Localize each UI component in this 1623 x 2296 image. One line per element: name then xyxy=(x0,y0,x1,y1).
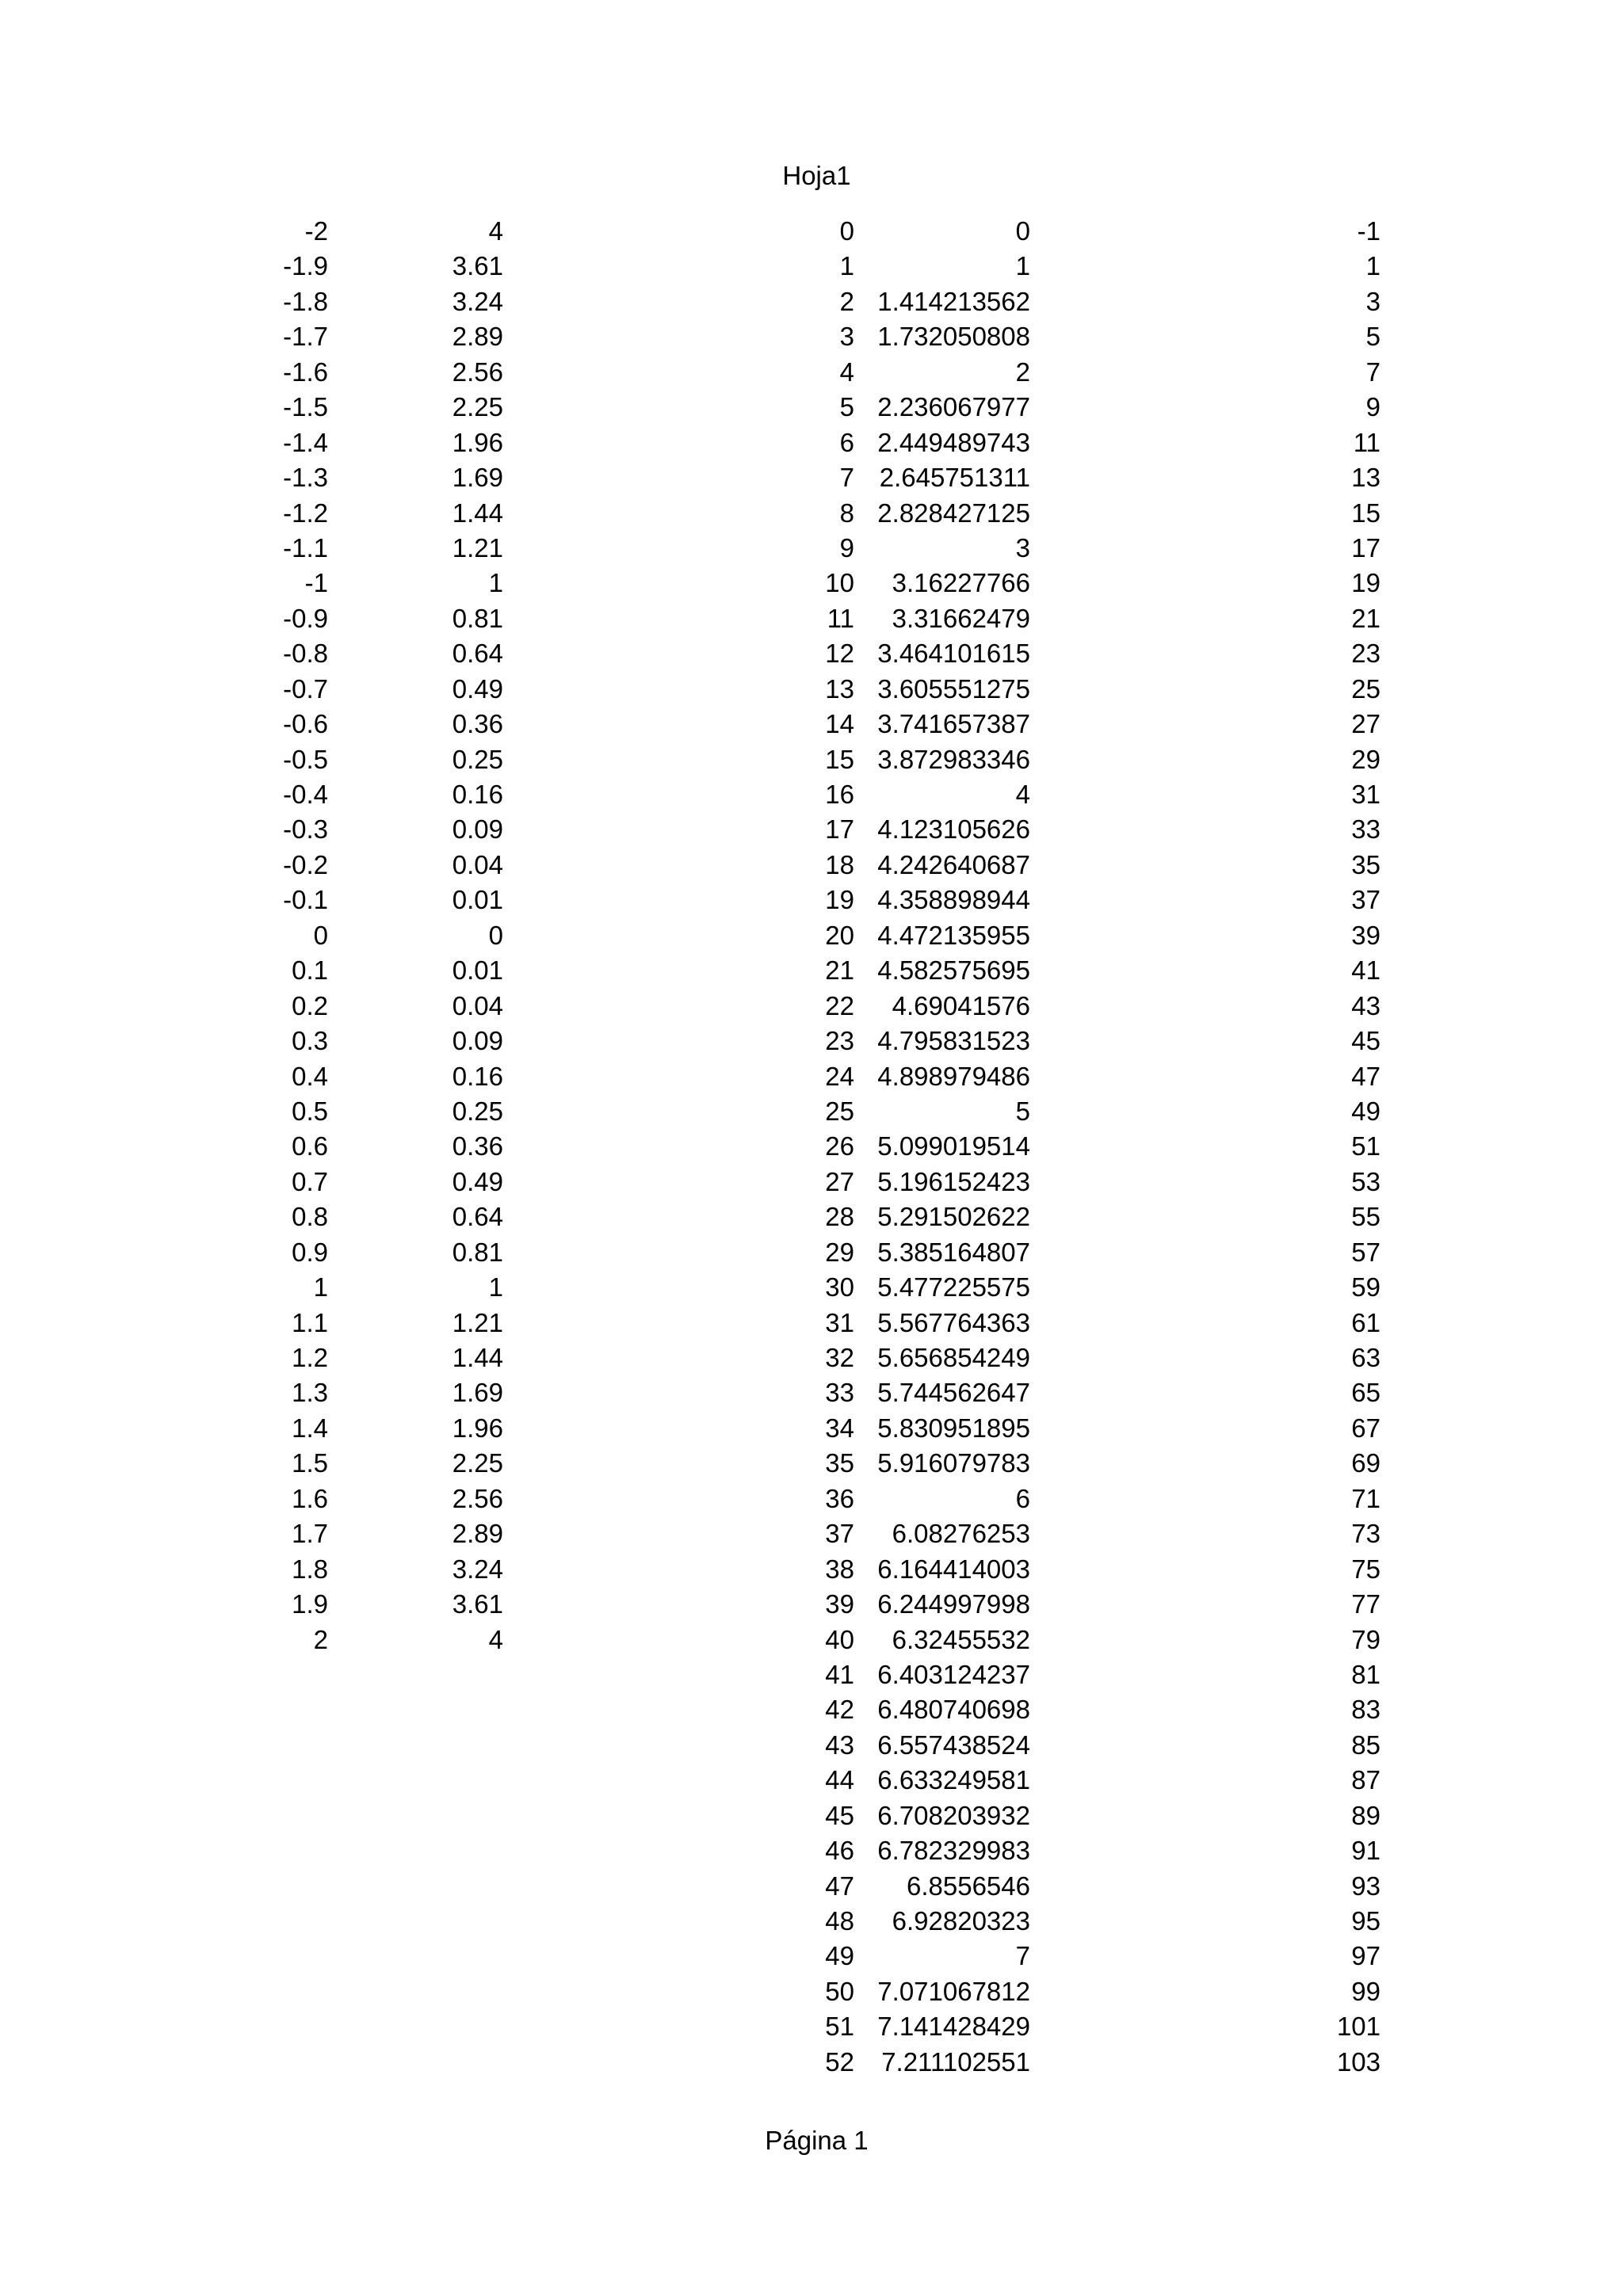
cell: 6.633249581 xyxy=(877,1765,1030,1795)
cell: 0.04 xyxy=(452,990,503,1020)
cell: 5.830951895 xyxy=(877,1413,1030,1443)
cell: 31 xyxy=(825,1307,854,1337)
cell: 65 xyxy=(1351,1378,1381,1408)
cell: 4.898979486 xyxy=(877,1061,1030,1091)
cell: 7 xyxy=(1365,357,1381,387)
cell: 44 xyxy=(825,1765,854,1795)
cell: -1 xyxy=(1357,216,1381,246)
cell: -0.1 xyxy=(283,885,328,915)
column-b xyxy=(380,214,503,1657)
cell: 43 xyxy=(1351,990,1381,1020)
cell: 4 xyxy=(488,1624,503,1654)
column-e xyxy=(1268,214,1381,2080)
cell: 4 xyxy=(1015,780,1030,809)
cell: 2.89 xyxy=(452,322,503,352)
cell: 0 xyxy=(1015,216,1030,246)
cell: 1.732050808 xyxy=(877,322,1030,352)
cell: -1.1 xyxy=(283,532,328,563)
cell: 0.36 xyxy=(452,1131,503,1161)
cell: 67 xyxy=(1351,1413,1381,1443)
cell: 3.61 xyxy=(452,251,503,281)
cell: 2.236067977 xyxy=(877,392,1030,422)
cell: 0.01 xyxy=(452,885,503,915)
cell: 7.141428429 xyxy=(877,2012,1030,2042)
cell: 0.16 xyxy=(452,1061,503,1091)
page-footer: Página 1 xyxy=(765,2126,869,2155)
cell: 3.464101615 xyxy=(877,639,1030,669)
cell: 0.64 xyxy=(452,1202,503,1232)
cell: 20 xyxy=(825,920,854,950)
cell: 48 xyxy=(825,1906,854,1936)
cell: 7 xyxy=(1015,1941,1030,1971)
cell: 0.81 xyxy=(452,1237,503,1267)
cell: 27 xyxy=(1351,709,1381,739)
cell: 36 xyxy=(825,1483,854,1513)
cell: 1.69 xyxy=(452,463,503,493)
cell: 6.403124237 xyxy=(877,1659,1030,1689)
cell: 2.56 xyxy=(452,1483,503,1513)
cell: 47 xyxy=(825,1871,854,1901)
cell: 2.828427125 xyxy=(877,498,1030,528)
cell: 55 xyxy=(1351,1202,1381,1232)
cell: 4.123105626 xyxy=(877,814,1030,845)
cell: 52 xyxy=(825,2046,854,2077)
cell: 5.477225575 xyxy=(877,1272,1030,1302)
cell: 21 xyxy=(1351,603,1381,633)
cell: 0.25 xyxy=(452,1096,503,1126)
cell: 5 xyxy=(1015,1096,1030,1126)
cell: 12 xyxy=(825,639,854,669)
cell: 49 xyxy=(825,1941,854,1971)
cell: 14 xyxy=(825,709,854,739)
cell: 5.385164807 xyxy=(877,1237,1030,1267)
cell: 1 xyxy=(488,568,503,598)
cell: 40 xyxy=(825,1624,854,1654)
cell: 6.557438524 xyxy=(877,1730,1030,1760)
cell: 0.09 xyxy=(452,814,503,845)
cell: 51 xyxy=(825,2012,854,2042)
cell: 3 xyxy=(1015,532,1030,563)
cell: 77 xyxy=(1351,1589,1381,1619)
cell: 1.6 xyxy=(292,1483,328,1513)
cell: 6.244997998 xyxy=(877,1589,1030,1619)
cell: 1.5 xyxy=(292,1448,328,1478)
cell: 3.61 xyxy=(452,1589,503,1619)
cell: 6 xyxy=(839,427,854,457)
cell: 3.24 xyxy=(452,1554,503,1584)
cell: 15 xyxy=(825,744,854,774)
cell: 0.49 xyxy=(452,1166,503,1196)
cell: 1 xyxy=(488,1272,503,1302)
cell: 39 xyxy=(825,1589,854,1619)
cell: 3.31662479 xyxy=(892,603,1030,633)
cell: 45 xyxy=(1351,1026,1381,1056)
cell: 0.5 xyxy=(292,1096,328,1126)
cell: 5 xyxy=(1365,322,1381,352)
cell: 7 xyxy=(839,463,854,493)
cell: 6 xyxy=(1015,1483,1030,1513)
cell: 1.96 xyxy=(452,427,503,457)
cell: 33 xyxy=(825,1378,854,1408)
cell: 25 xyxy=(825,1096,854,1126)
cell: 0.81 xyxy=(452,603,503,633)
cell: 5.099019514 xyxy=(877,1131,1030,1161)
cell: 5.656854249 xyxy=(877,1343,1030,1372)
cell: 5.567764363 xyxy=(877,1307,1030,1337)
cell: 1.2 xyxy=(292,1343,328,1372)
cell: 4.582575695 xyxy=(877,955,1030,986)
cell: 31 xyxy=(1351,780,1381,809)
cell: 1.3 xyxy=(292,1378,328,1408)
cell: 0.1 xyxy=(292,955,328,986)
cell: 5.744562647 xyxy=(877,1378,1030,1408)
cell: 38 xyxy=(825,1554,854,1584)
cell: -1.7 xyxy=(283,322,328,352)
cell: 71 xyxy=(1351,1483,1381,1513)
cell: 4 xyxy=(488,216,503,246)
cell: 79 xyxy=(1351,1624,1381,1654)
cell: 25 xyxy=(1351,673,1381,704)
cell: 0.04 xyxy=(452,849,503,879)
cell: 19 xyxy=(825,885,854,915)
cell: 7.071067812 xyxy=(877,1976,1030,2006)
cell: 2.25 xyxy=(452,392,503,422)
cell: 3.24 xyxy=(452,286,503,316)
cell: 87 xyxy=(1351,1765,1381,1795)
cell: 69 xyxy=(1351,1448,1381,1478)
cell: 93 xyxy=(1351,1871,1381,1901)
cell: 2.645751311 xyxy=(879,463,1030,493)
cell: -0.3 xyxy=(283,814,328,845)
cell: 23 xyxy=(825,1026,854,1056)
cell: 43 xyxy=(825,1730,854,1760)
cell: 0.4 xyxy=(292,1061,328,1091)
cell: 10 xyxy=(825,568,854,598)
cell: 6.708203932 xyxy=(877,1800,1030,1830)
cell: 11 xyxy=(1353,427,1381,457)
cell: -0.5 xyxy=(283,744,328,774)
cell: 0.8 xyxy=(292,1202,328,1232)
cell: 75 xyxy=(1351,1554,1381,1584)
cell: 47 xyxy=(1351,1061,1381,1091)
cell: 5 xyxy=(839,392,854,422)
cell: 22 xyxy=(825,990,854,1020)
cell: 35 xyxy=(1351,849,1381,879)
cell: -1.5 xyxy=(283,392,328,422)
cell: 0.09 xyxy=(452,1026,503,1056)
cell: 1 xyxy=(1015,251,1030,281)
cell: 1 xyxy=(313,1272,328,1302)
cell: 6.32455532 xyxy=(892,1624,1030,1654)
cell: 0.25 xyxy=(452,744,503,774)
cell: 37 xyxy=(1351,885,1381,915)
cell: 1.21 xyxy=(452,532,503,563)
cell: 51 xyxy=(1351,1131,1381,1161)
cell: 17 xyxy=(1351,532,1381,563)
cell: -1.4 xyxy=(283,427,328,457)
cell: 57 xyxy=(1351,1237,1381,1267)
cell: 1.21 xyxy=(452,1307,503,1337)
cell: 1.44 xyxy=(452,498,503,528)
cell: 5.916079783 xyxy=(877,1448,1030,1478)
cell: 39 xyxy=(1351,920,1381,950)
cell: 1.4 xyxy=(292,1413,328,1443)
cell: 2 xyxy=(1015,357,1030,387)
cell: -0.7 xyxy=(283,673,328,704)
cell: 0.64 xyxy=(452,639,503,669)
cell: 1.9 xyxy=(292,1589,328,1619)
cell: 26 xyxy=(825,1131,854,1161)
cell: 34 xyxy=(825,1413,854,1443)
cell: 21 xyxy=(825,955,854,986)
cell: 9 xyxy=(1365,392,1381,422)
cell: 2.449489743 xyxy=(877,427,1030,457)
cell: 0.3 xyxy=(292,1026,328,1056)
cell: 7.211102551 xyxy=(881,2046,1030,2077)
column-a xyxy=(206,214,328,1657)
cell: 5.196152423 xyxy=(877,1166,1030,1196)
cell: 4.358898944 xyxy=(877,885,1030,915)
cell: 4.69041576 xyxy=(892,990,1030,1020)
cell: 1.44 xyxy=(452,1343,503,1372)
cell: 2.89 xyxy=(452,1519,503,1549)
cell: 5.291502622 xyxy=(877,1202,1030,1232)
cell: 17 xyxy=(825,814,854,845)
cell: 3.741657387 xyxy=(877,709,1030,739)
cell: 0 xyxy=(839,216,854,246)
cell: 35 xyxy=(825,1448,854,1478)
cell: 0 xyxy=(313,920,328,950)
cell: 85 xyxy=(1351,1730,1381,1760)
cell: 11 xyxy=(827,603,854,633)
cell: 3 xyxy=(839,322,854,352)
cell: 61 xyxy=(1351,1307,1381,1337)
cell: 1.414213562 xyxy=(877,286,1030,316)
cell: 0.16 xyxy=(452,780,503,809)
cell: 0.7 xyxy=(292,1166,328,1196)
cell: 15 xyxy=(1351,498,1381,528)
cell: 45 xyxy=(825,1800,854,1830)
cell: 2.56 xyxy=(452,357,503,387)
cell: 4.795831523 xyxy=(877,1026,1030,1056)
cell: -1.8 xyxy=(283,286,328,316)
cell: 1.7 xyxy=(292,1519,328,1549)
cell: 23 xyxy=(1351,639,1381,669)
cell: 0.9 xyxy=(292,1237,328,1267)
cell: -0.8 xyxy=(283,639,328,669)
cell: -1.3 xyxy=(283,463,328,493)
cell: 3.16227766 xyxy=(892,568,1030,598)
cell: 73 xyxy=(1351,1519,1381,1549)
cell: 29 xyxy=(1351,744,1381,774)
cell: 2 xyxy=(313,1624,328,1654)
cell: 18 xyxy=(825,849,854,879)
cell: 0.01 xyxy=(452,955,503,986)
cell: 29 xyxy=(825,1237,854,1267)
cell: 1.8 xyxy=(292,1554,328,1584)
cell: 1 xyxy=(839,251,854,281)
cell: 37 xyxy=(825,1519,854,1549)
cell: 33 xyxy=(1351,814,1381,845)
cell: 0.49 xyxy=(452,673,503,704)
cell: 3 xyxy=(1365,286,1381,316)
cell: 27 xyxy=(825,1166,854,1196)
cell: 2.25 xyxy=(452,1448,503,1478)
cell: -1.6 xyxy=(283,357,328,387)
cell: 1.96 xyxy=(452,1413,503,1443)
cell: 0.2 xyxy=(292,990,328,1020)
cell: 46 xyxy=(825,1836,854,1866)
cell: 16 xyxy=(825,780,854,809)
cell: 0 xyxy=(488,920,503,950)
cell: 81 xyxy=(1351,1659,1381,1689)
cell: 6.8556546 xyxy=(907,1871,1030,1901)
cell: 32 xyxy=(825,1343,854,1372)
cell: 101 xyxy=(1336,2012,1381,2042)
cell: 9 xyxy=(839,532,854,563)
cell: 41 xyxy=(825,1659,854,1689)
cell: 50 xyxy=(825,1976,854,2006)
cell: 89 xyxy=(1351,1800,1381,1830)
cell: 6.782329983 xyxy=(877,1836,1030,1866)
cell: -1 xyxy=(304,568,328,598)
cell: 1.69 xyxy=(452,1378,503,1408)
cell: 6.164414003 xyxy=(877,1554,1030,1584)
cell: 103 xyxy=(1336,2046,1381,2077)
cell: -1.9 xyxy=(283,251,328,281)
cell: -0.4 xyxy=(283,780,328,809)
cell: 83 xyxy=(1351,1695,1381,1725)
cell: 99 xyxy=(1351,1976,1381,2006)
cell: 4.242640687 xyxy=(877,849,1030,879)
cell: 49 xyxy=(1351,1096,1381,1126)
cell: 41 xyxy=(1351,955,1381,986)
cell: 19 xyxy=(1351,568,1381,598)
cell: 95 xyxy=(1351,1906,1381,1936)
cell: 4.472135955 xyxy=(877,920,1030,950)
cell: -0.6 xyxy=(283,709,328,739)
cell: -1.2 xyxy=(283,498,328,528)
cell: 91 xyxy=(1351,1836,1381,1866)
cell: 6.480740698 xyxy=(877,1695,1030,1725)
cell: 4 xyxy=(839,357,854,387)
cell: 42 xyxy=(825,1695,854,1725)
sheet-title: Hoja1 xyxy=(782,161,851,190)
cell: 0.6 xyxy=(292,1131,328,1161)
cell: 3.872983346 xyxy=(877,744,1030,774)
cell: 53 xyxy=(1351,1166,1381,1196)
cell: 30 xyxy=(825,1272,854,1302)
cell: 13 xyxy=(825,673,854,704)
cell: 59 xyxy=(1351,1272,1381,1302)
cell: 1 xyxy=(1365,251,1381,281)
cell: 0.36 xyxy=(452,709,503,739)
cell: 63 xyxy=(1351,1343,1381,1372)
cell: 28 xyxy=(825,1202,854,1232)
cell: -0.2 xyxy=(283,849,328,879)
cell: 3.605551275 xyxy=(877,673,1030,704)
cell: 13 xyxy=(1351,463,1381,493)
column-d xyxy=(856,214,1030,2080)
cell: 8 xyxy=(839,498,854,528)
cell: 1.1 xyxy=(292,1307,328,1337)
cell: 97 xyxy=(1351,1941,1381,1971)
cell: 24 xyxy=(825,1061,854,1091)
cell: 6.92820323 xyxy=(892,1906,1030,1936)
cell: -2 xyxy=(304,216,328,246)
cell: -0.9 xyxy=(283,603,328,633)
column-c xyxy=(761,214,854,2080)
cell: 2 xyxy=(839,286,854,316)
cell: 6.08276253 xyxy=(892,1519,1030,1549)
